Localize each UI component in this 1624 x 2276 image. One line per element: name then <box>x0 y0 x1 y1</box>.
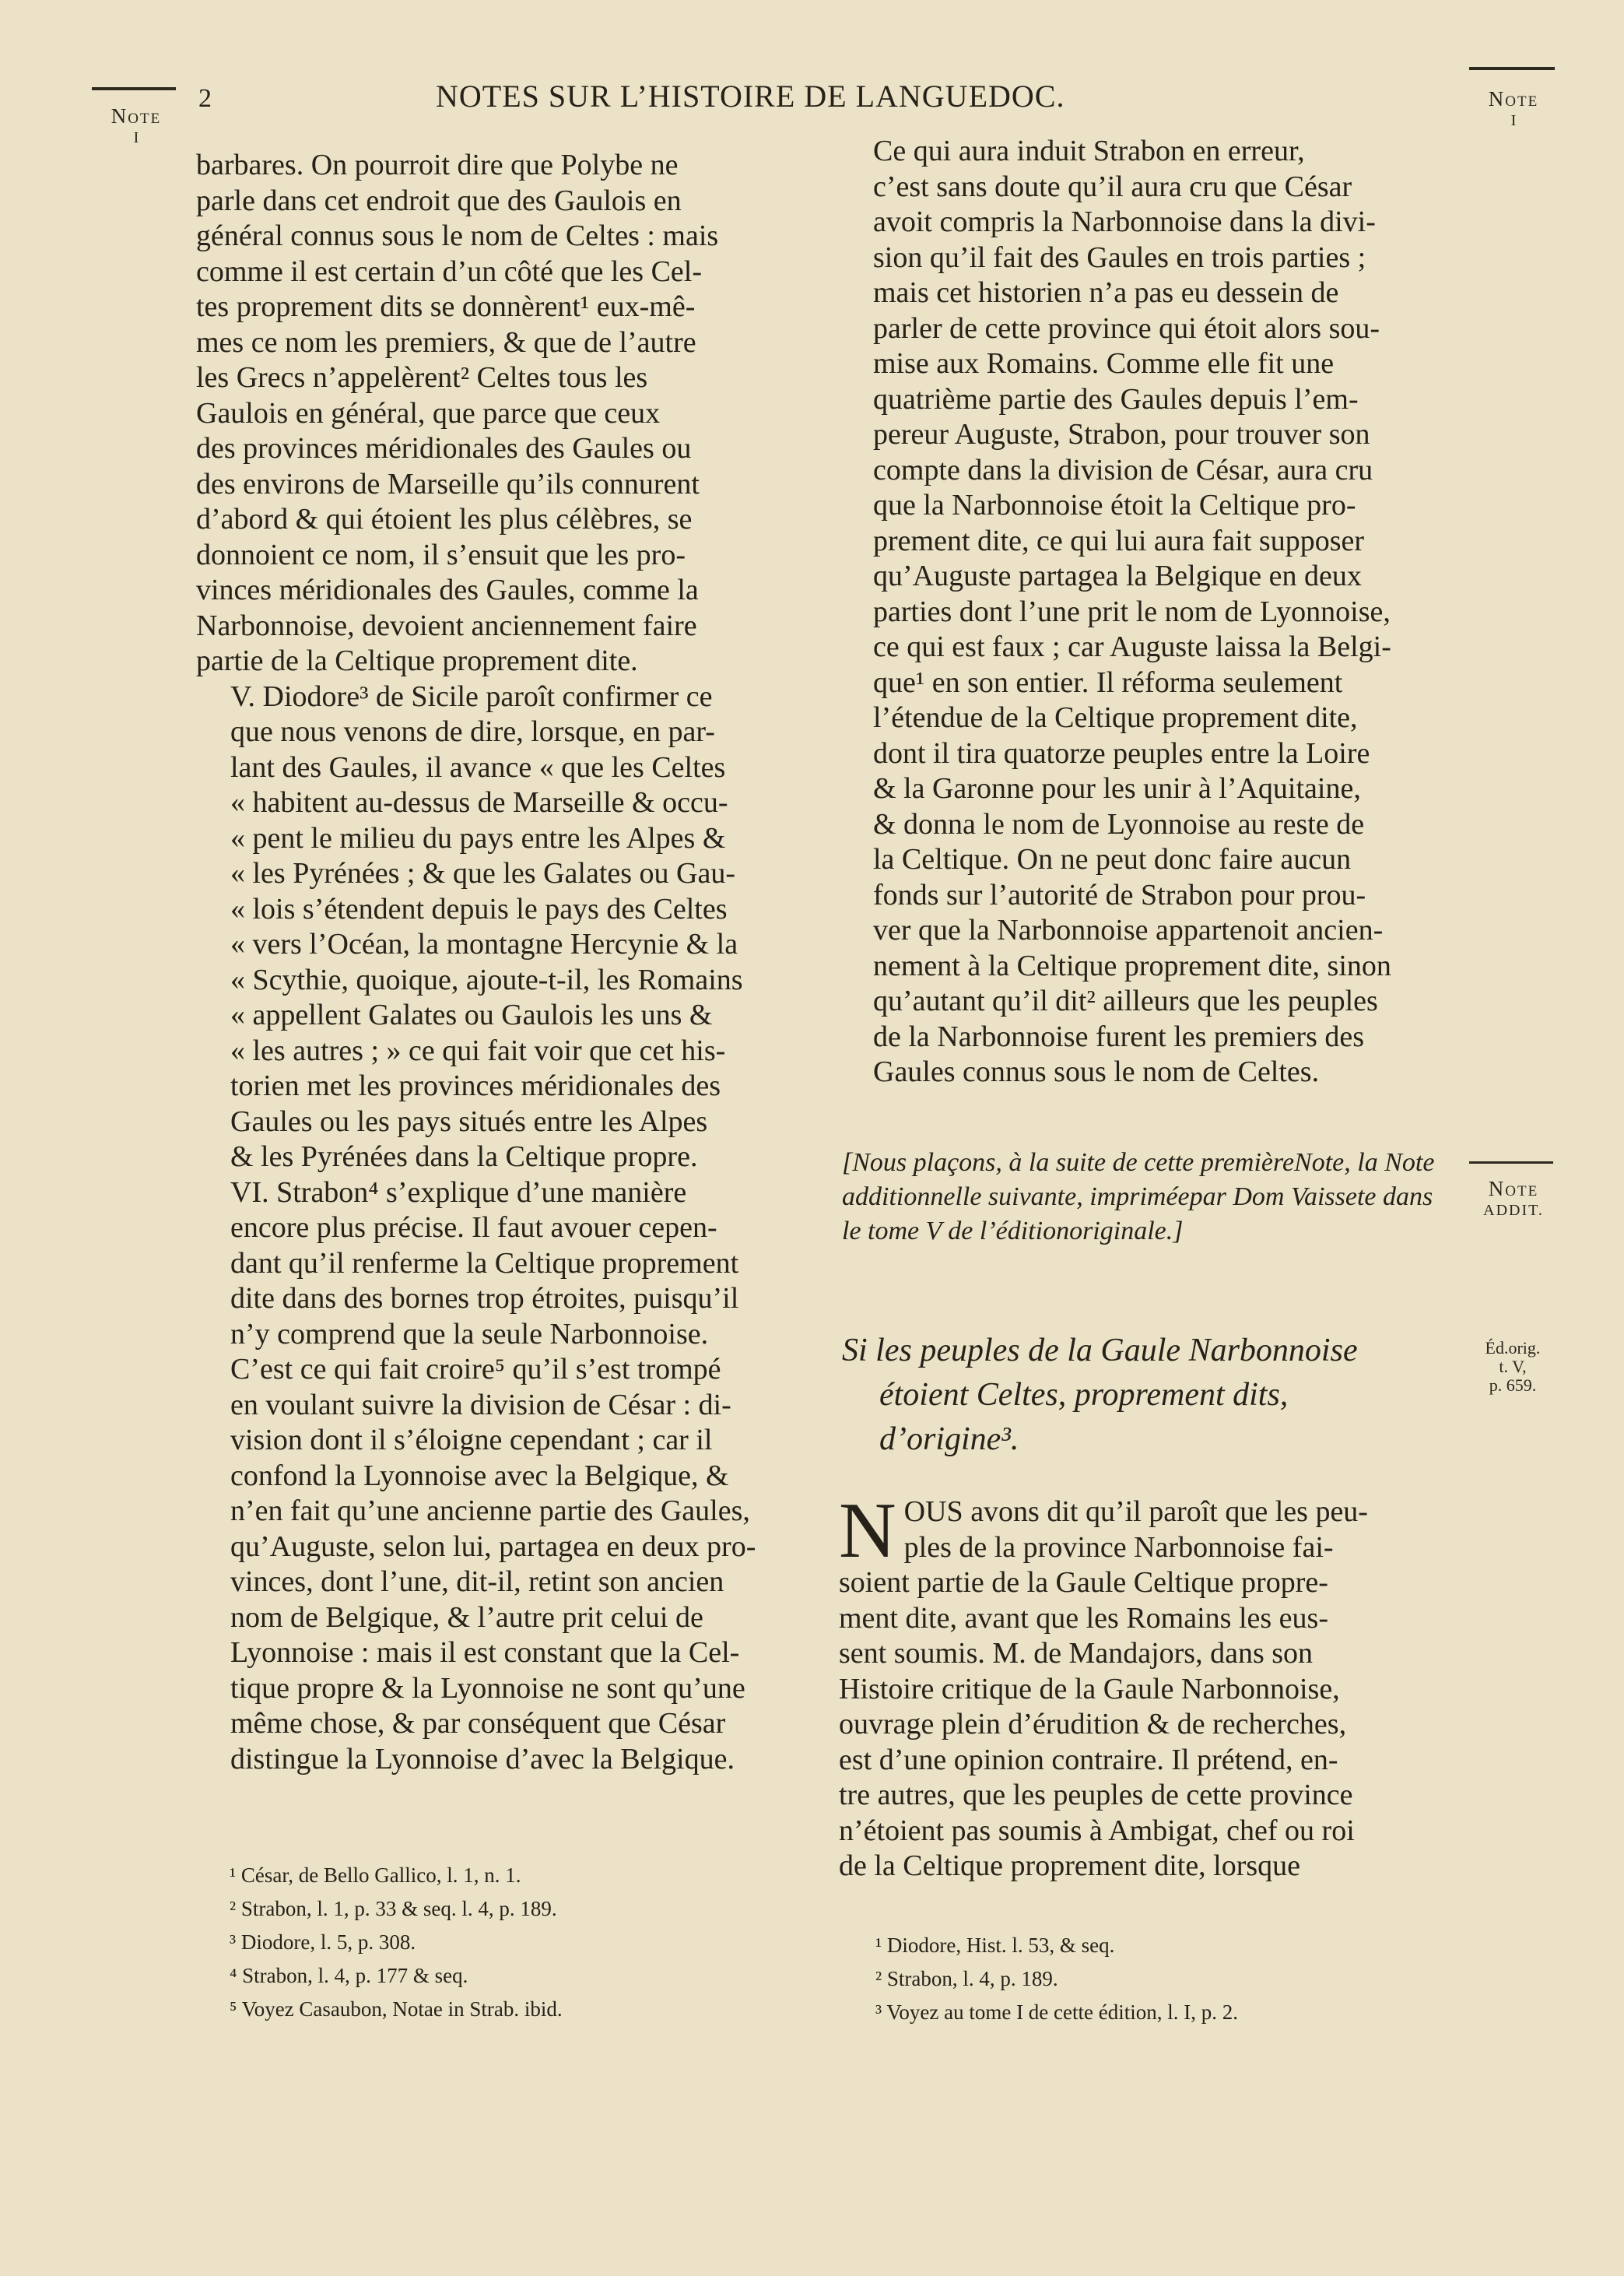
text-line: général connus sous le nom de Celtes : mais <box>196 220 719 252</box>
text-line: OUS avons dit qu’il paroît que les peu- <box>903 1495 1368 1528</box>
text-line: ver que la Narbonnoise appartenoit ancien- <box>873 914 1384 947</box>
note-addit-title: Note <box>1488 1177 1539 1200</box>
ed-orig-line-2: t. V, <box>1499 1357 1527 1376</box>
text-line: mise aux Romains. Comme elle fit une <box>873 347 1335 380</box>
dropcap-letter: N <box>839 1487 896 1575</box>
text-line: que nous venons de dire, lorsque, en par- <box>230 715 715 748</box>
text-line: torien met les provinces méridionales des <box>230 1070 721 1102</box>
text-line: confond la Lyonnoise avec la Belgique, & <box>230 1459 729 1492</box>
text-line: d’abord & qui étoient les plus célèbres, se <box>196 503 693 536</box>
footnote: ¹ César, de Bello Gallico, l. 1, n. 1. <box>230 1863 521 1887</box>
text-line: & les Pyrénées dans la Celtique propre. <box>230 1140 698 1173</box>
text-line: quatrième partie des Gaules depuis l’em- <box>873 382 1359 416</box>
text-line: Narbonnoise, devoient anciennement faire <box>196 609 697 642</box>
text-line: nement à la Celtique proprement dite, sinon <box>873 949 1391 982</box>
text-line: qu’autant qu’il dit² ailleurs que les peuples <box>873 985 1378 1017</box>
left-footnotes <box>210 1859 770 2026</box>
text-line: qu’Auguste, selon lui, partagea en deux pro- <box>230 1530 756 1563</box>
heading-line: d’origine³. <box>879 1421 1019 1457</box>
text-line: & donna le nom de Lyonnoise au reste de <box>873 807 1365 841</box>
text-line: Gaules ou les pays situés entre les Alpes <box>230 1105 708 1138</box>
text-line: c’est sans doute qu’il aura cru que César <box>873 170 1352 203</box>
text-line: n’étoient pas soumis à Ambigat, chef ou roi <box>839 1814 1355 1847</box>
note-line: par Dom Vaissete dans le tome V de l’édition <box>842 1182 1433 1245</box>
footnote: ³ Diodore, l. 5, p. 308. <box>230 1930 416 1954</box>
text-line: Histoire critique de la Gaule Narbonnoise, <box>839 1672 1340 1705</box>
edition-original-reference <box>1466 1339 1559 1395</box>
text-line: ples de la province Narbonnoise fai- <box>903 1530 1334 1564</box>
note-addit-label <box>1471 1177 1556 1220</box>
note-line: originale.] <box>1069 1217 1184 1245</box>
text-line: vinces, dont l’une, dit-il, retint son ancien <box>230 1565 724 1598</box>
text-line: parle dans cet endroit que des Gaulois en <box>196 184 682 217</box>
text-line: & la Garonne pour les unir à l’Aquitaine, <box>873 772 1361 805</box>
text-line: VI. Strabon⁴ s’explique d’une manière <box>230 1175 687 1209</box>
text-line: Gaules connus sous le nom de Celtes. <box>873 1055 1320 1088</box>
text-line: « les Pyrénées ; & que les Galates ou Gau- <box>230 857 735 890</box>
paragraph-vi <box>196 1175 799 1778</box>
right-column <box>839 134 1450 1091</box>
footnote: ⁵ Voyez Casaubon, Notae in Strab. ibid. <box>230 1997 563 2021</box>
text-line: sent soumis. M. de Mandajors, dans son <box>839 1637 1314 1670</box>
text-line: « habitent au-dessus de Marseille & occu- <box>230 786 728 819</box>
text-line: parler de cette province qui étoit alors sou- <box>873 311 1380 345</box>
text-line: « lois s’étendent depuis le pays des Celtes <box>230 892 728 926</box>
text-line: prement dite, ce qui lui aura fait supposer <box>873 524 1365 557</box>
text-line: que la Narbonnoise étoit la Celtique pro- <box>873 489 1356 522</box>
right-footnotes <box>856 1929 1447 2029</box>
text-line: tique propre & la Lyonnoise ne sont qu’une <box>230 1671 745 1705</box>
text-line: lant des Gaules, il avance « que les Celtes <box>230 750 726 784</box>
ed-orig-line-1: Éd.orig. <box>1485 1338 1541 1358</box>
text-line: de la Celtique proprement dite, lorsque <box>839 1849 1301 1882</box>
text-line: pereur Auguste, Strabon, pour trouver son <box>873 418 1370 451</box>
text-line: même chose, & par conséquent que César <box>230 1707 726 1740</box>
note-addit-rule <box>1469 1161 1553 1164</box>
text-line: des environs de Marseille qu’ils connurent <box>196 467 700 501</box>
ed-orig-line-3: p. 659. <box>1489 1375 1537 1395</box>
left-column <box>196 148 799 1777</box>
text-line: donnoient ce nom, il s’ensuit que les pro- <box>196 538 686 571</box>
footnote: ² Strabon, l. 1, p. 33 & seq. l. 4, p. 189. <box>230 1897 557 1920</box>
left-note-label: Note <box>110 104 162 128</box>
text-line: « Scythie, quoique, ajoute-t-il, les Romains <box>230 963 743 996</box>
text-line: compte dans la division de César, aura cru <box>873 453 1373 486</box>
paragraph-v <box>196 680 799 1175</box>
note-line: [Nous plaçons, à la suite de cette première <box>842 1148 1295 1177</box>
heading-line: étoient Celtes, proprement dits, <box>879 1377 1289 1413</box>
note-line: Note, la Note additionnelle suivante, imprimée <box>842 1148 1435 1211</box>
top-left-rule <box>92 87 176 90</box>
text-line: qu’Auguste partagea la Belgique en deux <box>873 560 1362 592</box>
final-paragraph-text <box>839 1487 1450 1884</box>
text-line: mais cet historien n’a pas eu dessein de <box>873 276 1339 309</box>
footnote: ² Strabon, l. 4, p. 189. <box>875 1967 1058 1990</box>
text-line: les Grecs n’appelèrent² Celtes tous les <box>196 361 648 394</box>
page-number: 2 <box>198 84 212 113</box>
text-line: tes proprement dits se donnèrent¹ eux-mê- <box>196 290 696 323</box>
top-right-rule <box>1469 67 1555 70</box>
final-paragraph <box>839 1487 1450 1884</box>
text-line: partie de la Celtique proprement dite. <box>196 645 638 677</box>
text-line: fonds sur l’autorité de Strabon pour prou- <box>873 878 1366 911</box>
text-line: parties dont l’une prit le nom de Lyonnoise, <box>873 595 1391 628</box>
text-line: dite dans des bornes trop étroites, puisqu’il <box>230 1282 739 1315</box>
left-note-number: I <box>133 129 139 146</box>
text-line: n’en fait qu’une ancienne partie des Gaules, <box>230 1495 750 1527</box>
text-line: sion qu’il fait des Gaules en trois parties ; <box>873 241 1366 274</box>
text-line: tre autres, que les peuples de cette province <box>839 1779 1353 1811</box>
text-line: des provinces méridionales des Gaules ou <box>196 432 692 465</box>
text-line: nom de Belgique, & l’autre prit celui de <box>230 1600 703 1634</box>
text-line: comme il est certain d’un côté que les Cel- <box>196 255 702 288</box>
right-margin-note <box>1471 87 1556 130</box>
text-line: dont il tira quatorze peuples entre la Loire <box>873 736 1370 770</box>
text-line: « pent le milieu du pays entre les Alpes & <box>230 821 726 855</box>
text-line: vision dont il s’éloigne cependant ; car il <box>230 1424 713 1456</box>
note-addit-subtitle: ADDIT. <box>1483 1202 1544 1219</box>
text-line: vinces méridionales des Gaules, comme la <box>196 574 699 606</box>
right-note-number: I <box>1510 112 1517 129</box>
text-line: de la Narbonnoise furent les premiers des <box>873 1020 1365 1053</box>
text-line: la Celtique. On ne peut donc faire aucun <box>873 843 1352 876</box>
paragraph-continuation <box>196 148 799 680</box>
text-line: « les autres ; » ce qui fait voir que cet his- <box>230 1034 726 1067</box>
footnote: ¹ Diodore, Hist. l. 53, & seq. <box>875 1934 1115 1957</box>
text-line: soient partie de la Gaule Celtique propre- <box>839 1566 1328 1599</box>
heading-line: Si les peuples de la Gaule Narbonnoise <box>842 1333 1358 1368</box>
text-line: est d’une opinion contraire. Il prétend, en- <box>839 1743 1338 1776</box>
text-line: n’y comprend que la seule Narbonnoise. <box>230 1317 709 1350</box>
text-line: encore plus précise. Il faut avouer cepen- <box>230 1211 717 1244</box>
bracketed-editorial-note <box>842 1146 1449 1249</box>
left-margin-note <box>93 104 179 147</box>
footnote: ³ Voyez au tome I de cette édition, l. I, p. 2. <box>875 2000 1238 2024</box>
text-line: barbares. On pourroit dire que Polybe ne <box>196 149 679 181</box>
text-line: mes ce nom les premiers, & que de l’autre <box>196 325 696 359</box>
running-title: NOTES SUR L’HISTOIRE DE LANGUEDOC. <box>436 79 1065 114</box>
text-line: ouvrage plein d’érudition & de recherches, <box>839 1708 1347 1740</box>
text-line: Ce qui aura induit Strabon en erreur, <box>873 135 1305 167</box>
text-line: l’étendue de la Celtique proprement dite, <box>873 701 1358 734</box>
text-line: en voulant suivre la division de César : di- <box>230 1388 731 1421</box>
text-line: ment dite, avant que les Romains les eus- <box>839 1601 1328 1635</box>
text-line: ce qui est faux ; car Auguste laissa la Belgi- <box>873 630 1391 663</box>
text-line: Gaulois en général, que parce que ceux <box>196 396 661 430</box>
text-line: que¹ en son entier. Il réforma seulement <box>873 666 1343 699</box>
text-line: C’est ce qui fait croire⁵ qu’il s’est trompé <box>230 1353 721 1386</box>
section-heading <box>842 1329 1464 1462</box>
paragraph-strabon-error <box>839 134 1450 1091</box>
text-line: distingue la Lyonnoise d’avec la Belgique. <box>230 1742 735 1775</box>
text-line: Lyonnoise : mais il est constant que la Cel- <box>230 1636 740 1669</box>
footnote: ⁴ Strabon, l. 4, p. 177 & seq. <box>230 1964 468 1987</box>
right-note-label: Note <box>1488 87 1539 111</box>
text-line: « vers l’Océan, la montagne Hercynie & la <box>230 928 738 961</box>
text-line: « appellent Galates ou Gaulois les uns & <box>230 999 713 1031</box>
text-line: avoit compris la Narbonnoise dans la divi- <box>873 205 1376 238</box>
text-line: V. Diodore³ de Sicile paroît confirmer ce <box>230 680 713 713</box>
text-line: dant qu’il renferme la Celtique proprement <box>230 1246 739 1280</box>
